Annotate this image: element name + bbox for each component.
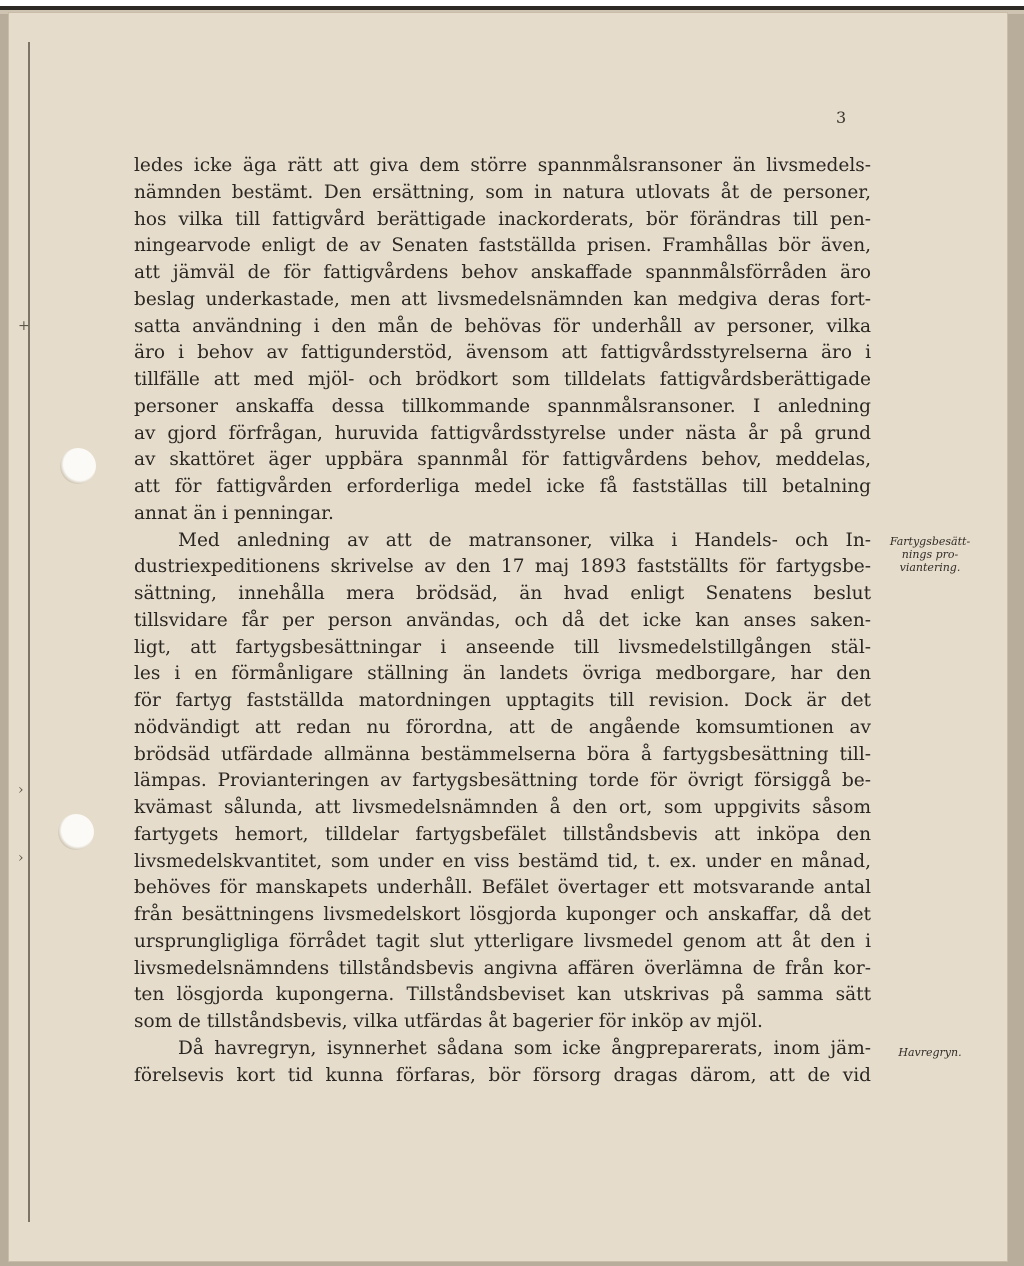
text-line: tillsvidare får per person användas, och då det icke kan anses saken-: [134, 609, 871, 631]
text-line: Då havregryn, isynnerhet sådana som icke ångpreparerats, inom jäm-: [178, 1037, 871, 1059]
text-line: av gjord förfrågan, huruvida fattigvårdsstyrelse under nästa år på grund: [134, 422, 871, 444]
punch-hole-lower: [58, 814, 94, 850]
binding-line: [28, 42, 30, 1222]
text-line: Med anledning av att de matransoner, vilka i Handels- och In-: [178, 529, 871, 551]
text-line: för fartyg fastställda matordningen upptagits till revision. Dock är det: [134, 690, 871, 711]
text-line: behöves för manskapets underhåll. Befälet övertager ett motsvarande antal: [134, 877, 871, 899]
text-line: brödsäd utfärdade allmänna bestämmelserna böra å fartygsbesättning till-: [134, 743, 871, 765]
text-line: satta användning i den mån de behövas för underhåll av personer, vilka: [134, 315, 871, 337]
punch-hole-upper: [60, 448, 96, 484]
page-number: 3: [836, 108, 847, 127]
text-line: att för fattigvården erforderliga medel icke få fastställas till betalning: [134, 476, 871, 497]
text-line: ursprungligliga förrådet tagit slut ytterligare livsmedel genom att åt den i: [134, 930, 871, 952]
text-line: annat än i penningar.: [134, 502, 334, 524]
text-line: livsmedelsnämndens tillståndsbevis angivna affären överlämna de från kor-: [134, 957, 871, 979]
text-line: personer anskaffa dessa tillkommande spannmålsransoner. I anledning: [134, 395, 871, 417]
text-line: livsmedelskvantitet, som under en viss bestämd tid, t. ex. under en månad,: [134, 850, 871, 872]
text-line: äro i behov av fattigunderstöd, ävensom att fattigvårdsstyrelserna äro i: [134, 342, 871, 364]
text-line: hos vilka till fattigvård berättigade inackorderats, bör förändras till pen-: [134, 208, 871, 230]
margin-mark: ›: [18, 782, 24, 798]
text-line: tillfälle att med mjöl- och brödkort som tilldelats fattigvårdsberättigade: [134, 369, 871, 390]
body-text: [134, 153, 871, 1089]
text-line: lämpas. Provianteringen av fartygsbesättning torde för övrigt försiggå be-: [134, 770, 871, 792]
text-line: att jämväl de för fattigvårdens behov anskaffade spannmålsförråden äro: [134, 262, 871, 283]
text-line: från besättningens livsmedelskort lösgjorda kuponger och anskaffar, då det: [134, 904, 871, 925]
margin-note-line: viantering.: [899, 561, 961, 574]
text-line: kvämast sålunda, att livsmedelsnämnden å den ort, som uppgivits såsom: [134, 797, 871, 818]
text-line: beslag underkastade, men att livsmedelsnämnden kan medgiva deras fort-: [134, 288, 871, 310]
text-line: ligt, att fartygsbesättningar i anseende till livsmedelstillgången stäl-: [134, 636, 871, 658]
text-line: av skattöret äger uppbära spannmål för fattigvårdens behov, meddelas,: [134, 449, 871, 471]
margin-note-fartygsbesattning: [880, 535, 980, 574]
text-line: les i en förmånligare ställning än landets övriga medborgare, har den: [134, 663, 871, 685]
text-line: ledes icke äga rätt att giva dem större spannmålsransoner än livsmedels-: [134, 155, 871, 176]
margin-note-havregryn: [880, 1046, 980, 1059]
text-line: nämnden bestämt. Den ersättning, som in natura utlovats åt de personer,: [134, 181, 871, 203]
margin-note-line: nings pro-: [901, 548, 959, 561]
margin-mark: +: [18, 318, 30, 334]
text-line: förelsevis kort tid kunna förfaras, bör försorg dragas därom, att de vid: [134, 1064, 871, 1086]
margin-note-line: Fartygsbesätt-: [889, 535, 971, 548]
text-line: ten lösgjorda kupongerna. Tillståndsbeviset kan utskrivas på samma sätt: [134, 984, 871, 1006]
text-line: dustriexpeditionens skrivelse av den 17 maj 1893 fastställts för fartygsbe-: [134, 556, 871, 578]
margin-mark: ›: [18, 850, 24, 866]
text-line: ningearvode enligt de av Senaten fastställda prisen. Framhållas bör även,: [134, 235, 871, 257]
margin-note-line: Havregryn.: [898, 1046, 962, 1059]
text-line: sättning, innehålla mera brödsäd, än hvad enligt Senatens beslut: [134, 583, 871, 604]
text-line: som de tillståndsbevis, vilka utfärdas åt bagerier för inköp av mjöl.: [134, 1011, 763, 1032]
text-line: fartygets hemort, tilldelar fartygsbefälet tillståndsbevis att inköpa den: [134, 823, 871, 845]
text-line: nödvändigt att redan nu förordna, att de angående komsumtionen av: [134, 716, 871, 738]
